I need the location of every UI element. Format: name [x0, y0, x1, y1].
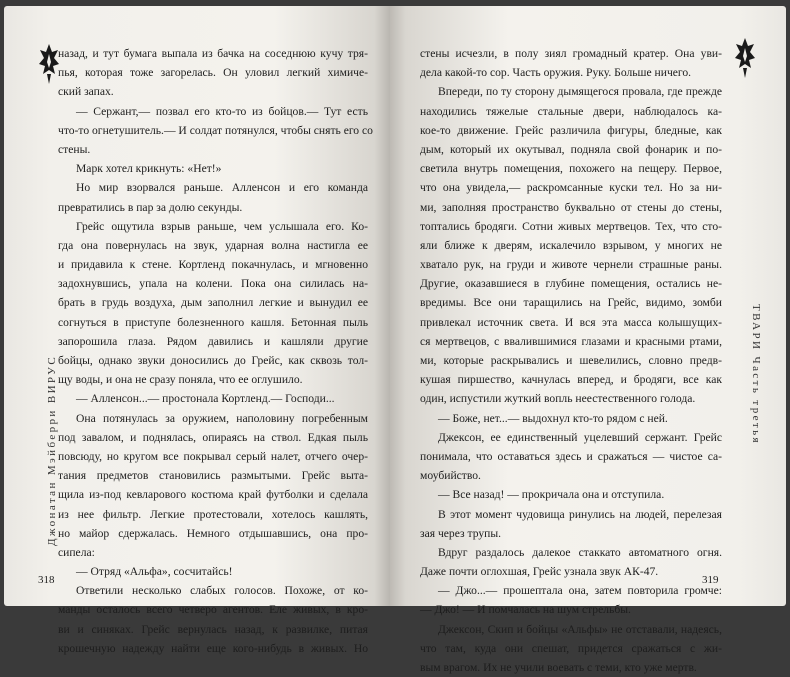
running-head-left: Джонатан Мэйберри ВИРУС	[46, 354, 58, 546]
text-line: — Боже, нет...— выдохнул кто-то рядом с ней.	[438, 411, 668, 425]
text-line: Даже почти оглохшая, Грейс узнала звук АК-47.	[420, 565, 659, 579]
text-line: В этот момент чудовища ринулись на людей, перелезая	[438, 507, 722, 521]
text-line: ся мертвецов, с ввалившимися глазами и красными ртами,	[420, 334, 722, 348]
text-line: задохнувшись, упала на колени. Пока она силилась на-	[58, 277, 368, 291]
text-line: дым, который их окутывал, подняла свой фонарик и по-	[420, 142, 722, 156]
text-line: ми, заполняя пространство буквально от стены до стены,	[420, 200, 722, 214]
ornament-icon	[38, 42, 60, 86]
text-line: находились тяжелые стальные двери, наблюдалось ка-	[420, 104, 722, 118]
text-line: моубийство.	[420, 469, 481, 483]
text-line: повсюду, но кругом все покрывал серый налет, отчего очер-	[58, 449, 368, 463]
text-line: вым врагом. Их не учили воевать с теми, кто уже мертв.	[420, 661, 697, 674]
text-line: — Джо...— прошептала она, затем повторила громче:	[438, 584, 722, 598]
text-line: щила из-под кевларового костюма край футболки и сделала	[58, 488, 368, 502]
text-line: кое-то движение. Грейс различила фигуры, бледные, как	[420, 123, 722, 137]
text-line: Джексон, Скип и бойцы «Альфы» не отставали, надеясь,	[438, 622, 722, 636]
text-line: Другие, оказавшиеся в глубине помещения, остались не-	[420, 277, 722, 291]
text-line: стены.	[58, 142, 91, 156]
text-line: привлекал источник света. И вся эта масса колышущих-	[420, 315, 722, 329]
right-page	[390, 6, 786, 674]
text-line: хватало рук, на груди и животе чернели страшные раны.	[420, 258, 722, 272]
text-line: бойцы, однако звуки доносились до Грейс, как сквозь тол-	[58, 354, 368, 367]
text-line: — Джо! — И помчалась на шум стрельбы.	[420, 603, 631, 617]
text-line: брать в грудь воздуха, дым заполнил легкие и вынудил ее	[58, 296, 368, 310]
text-line: Впереди, по ту сторону дымящегося провала, где прежде	[438, 85, 722, 99]
text-line: понимала, что оставаться здесь и сражаться — чистое са-	[420, 449, 722, 463]
ornament-icon	[734, 36, 756, 80]
text-line: дела какой-то сор. Часть оружия. Руку. Больше ничего.	[420, 66, 692, 80]
text-line: один, испустили жуткий вопль неестественного голода.	[420, 392, 696, 406]
text-line: что-то огнетушитель.— И солдат потянулся, чтобы снять его со	[58, 123, 373, 137]
left-page-text	[58, 44, 373, 658]
text-line: согнуться в приступе болезненного кашля. Бетонная пыль	[58, 315, 368, 329]
text-line: топтались бродяги. Сотни живых мертвецов. Тех, что сто-	[420, 219, 722, 233]
text-line: но майор сдержалась. Немного отдышавшись, она про-	[58, 526, 368, 540]
text-line: тания предметов становились размытыми. Грейс выта-	[58, 469, 368, 483]
text-line: и придавила к стене. Кортленд покачнулась, и мгновенно	[58, 258, 368, 272]
text-line: гда она повернулась на звук, ударная волна настигла ее	[58, 238, 368, 252]
text-line: яли ближе к дверям, искалечило взрывом, у многих не	[420, 238, 722, 252]
text-line: — Сержант,— позвал его кто-то из бойцов.— Тут есть	[76, 104, 368, 118]
text-line: Она потянулась за оружием, наполовину погребенным	[76, 411, 368, 425]
text-line: Грейс ощутила взрыв раньше, чем услышала его. Ко-	[76, 219, 368, 233]
text-line: Марк хотел крикнуть: «Нет!»	[76, 162, 222, 176]
left-page	[4, 6, 390, 655]
text-line: ми, которые раскрывались и шевелились, словно предв-	[420, 354, 722, 367]
text-line: стены исчезли, в полу зиял громадный кратер. Она уви-	[420, 47, 722, 60]
text-line: превратились в пар за долю секунды.	[58, 200, 243, 214]
text-line: Но мир взорвался раньше. Алленсон и его команда	[76, 181, 368, 195]
text-line: Ответили несколько слабых голосов. Похоже, от ко-	[76, 584, 368, 598]
text-line: манды осталось всего четверо агентов. Еле живых, в кро-	[58, 603, 368, 617]
text-line: ский запах.	[58, 85, 114, 99]
text-line: что она увидела,— раскромсанные куски тел. Но за ни-	[420, 181, 722, 195]
text-line: — Алленсон...— простонала Кортленд.— Господи...	[76, 392, 335, 406]
text-line: кушая пиршество, качнулась вперед, и бродяги, все как	[420, 373, 722, 387]
text-line: зая через трупы.	[420, 526, 502, 540]
text-line: — Все назад! — прокричала она и отступила.	[438, 488, 665, 502]
running-head-right: ТВАРИ Часть третья	[750, 304, 762, 446]
text-line: светила внутрь помещения, похожего на пещеру. Первое,	[420, 162, 722, 176]
text-line: запорошила глаза. Рядом давились и кашляли другие	[58, 334, 368, 348]
page-number-left: 318	[38, 574, 55, 586]
text-line: — Отряд «Альфа», сосчитайсь!	[76, 565, 233, 579]
text-line: назад, и тут бумага выпала из бачка на соседнюю кучу тря-	[58, 47, 368, 60]
text-line: из нее фильтр. Легкие протестовали, хотелось кашлять,	[58, 507, 368, 521]
text-line: Вдруг раздалось далекое стаккато автоматного огня.	[438, 545, 722, 559]
text-line: крошечную надежду найти еще кого-нибудь в живых. Но	[58, 641, 368, 655]
page-number-right: 319	[702, 574, 719, 586]
text-line: под завалом, и поднялась, опираясь на ствол. Едкая пыль	[58, 430, 368, 444]
right-page-text	[420, 44, 722, 677]
text-line: пья, которая тоже загорелась. Он уловил легкий химиче-	[58, 66, 368, 80]
text-line: вредимы. Все они таращились на Грейс, видимо, зомби	[420, 296, 722, 310]
text-line: что там, куда они спешат, придется сражаться с жи-	[420, 641, 722, 655]
text-line: Джексон, ее единственный уцелевший сержант. Грейс	[438, 430, 722, 444]
text-line: ви и синяках. Грейс вернулась назад, к развилке, питая	[58, 622, 368, 636]
text-line: щу воды, и она не сразу поняла, что ее оглушило.	[58, 373, 303, 387]
text-line: сипела:	[58, 545, 95, 559]
